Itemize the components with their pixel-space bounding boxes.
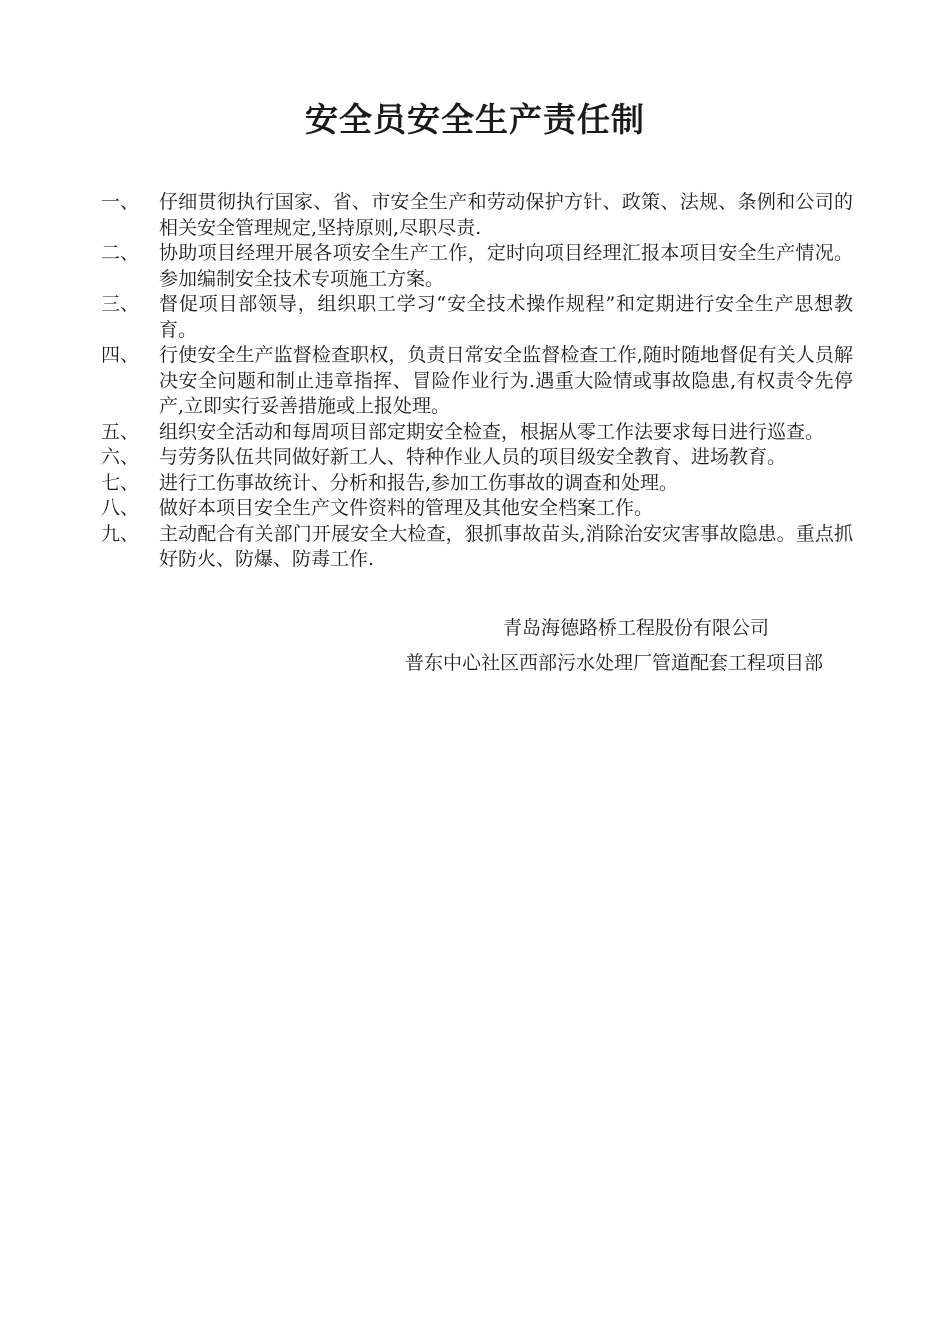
page-title: 安全员安全生产责任制 [305, 100, 645, 139]
clause-text: 进行工伤事故统计、分析和报告,参加工伤事故的调查和处理。 [159, 471, 679, 494]
clause-item [101, 190, 853, 241]
clause-number: 四、 [101, 344, 140, 366]
project-department: 普东中心社区西部污水处理厂管道配套工程项目部 [405, 652, 824, 674]
clause-number: 七、 [101, 471, 140, 494]
company-name: 青岛海德路桥工程股份有限公司 [503, 617, 770, 639]
clause-item [101, 471, 853, 497]
clause-text: 督促项目部领导，组织职工学习“安全技术操作规程”和定期进行安全生产思想教育。 [159, 293, 853, 341]
clause-text: 行使安全生产监督检查职权，负责日常安全监督检查工作,随时随地督促有关人员解决安全问题和制止违章指挥、冒险作业行为.遇重大险情或事故隐患,有权责令先停产,立即实行妥善措施或上报处理。 [159, 344, 853, 417]
clause-number: 六、 [101, 446, 140, 468]
clause-text: 组织安全活动和每周项目部定期安全检查，根据从零工作法要求每日进行巡查。 [159, 420, 825, 443]
clause-list [101, 190, 853, 573]
clause-number: 九、 [101, 522, 140, 545]
clause-number: 二、 [101, 242, 140, 264]
clause-item [101, 445, 853, 471]
clause-item [101, 292, 853, 343]
clause-item [101, 343, 853, 420]
clause-text: 做好本项目安全生产文件资料的管理及其他安全档案工作。 [159, 497, 654, 519]
clause-text: 与劳务队伍共同做好新工人、特种作业人员的项目级安全教育、进场教育。 [159, 446, 787, 468]
clause-item [101, 496, 853, 522]
clause-text: 协助项目经理开展各项安全生产工作，定时向项目经理汇报本项目安全生产情况。参加编制安全技术专项施工方案。 [159, 242, 853, 290]
clause-text: 仔细贯彻执行国家、省、市安全生产和劳动保护方针、政策、法规、条例和公司的相关安全管理规定,坚持原则,尽职尽责. [159, 191, 853, 239]
clause-text: 主动配合有关部门开展安全大检查，狠抓事故苗头,消除治安灾害事故隐患。重点抓好防火、防爆、防毒工作. [159, 522, 853, 570]
clause-number: 三、 [101, 293, 140, 315]
clause-item [101, 420, 853, 446]
clause-number: 五、 [101, 420, 140, 443]
clause-number: 一、 [101, 191, 140, 213]
clause-item [101, 241, 853, 292]
clause-number: 八、 [101, 497, 140, 519]
clause-item [101, 522, 853, 573]
